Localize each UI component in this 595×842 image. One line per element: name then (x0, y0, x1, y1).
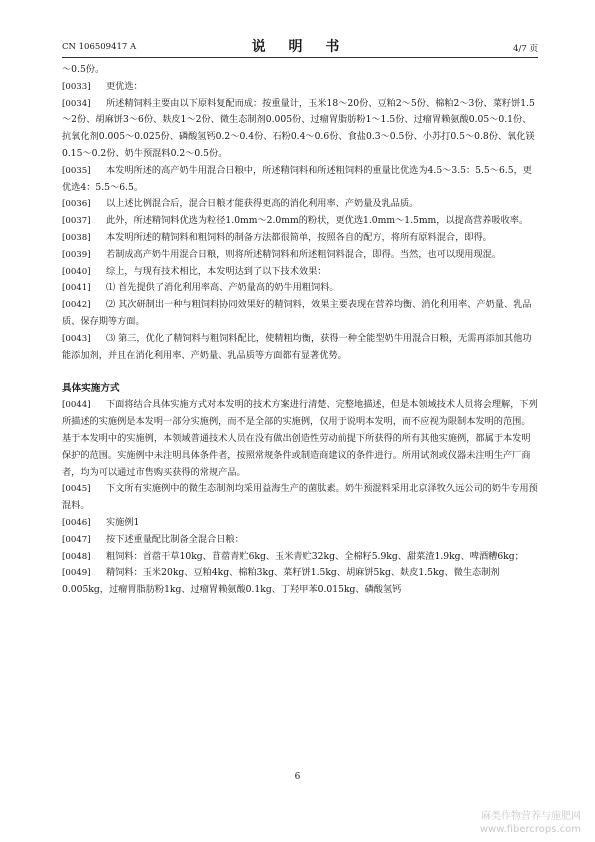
paragraph-text: 精饲料：玉米20kg、豆粕4kg、棉粕3kg、菜籽饼1.5kg、胡麻饼5kg、麸皮1.5kg、微生态制剂0.005kg，过瘤胃脂肪粉1kg、过瘤胃赖氨酸0.1kg、丁羟甲苯0.015kg、磷酸氢钙 (62, 567, 500, 596)
paragraph-number: [0048] (62, 551, 91, 562)
paragraph (62, 230, 538, 247)
paragraph-text: 此外，所述精饲料优选为粒径1.0mm～2.0mm的粉状，更优选1.0mm～1.5mm，以提高营养吸收率。 (106, 215, 529, 227)
paragraph (62, 280, 538, 297)
paragraph (62, 213, 538, 230)
patent-number: CN 106509417 A (62, 42, 137, 52)
paragraph (62, 264, 538, 281)
paragraph (62, 397, 538, 481)
paragraph-number: [0039] (62, 249, 91, 260)
paragraph-number: [0047] (62, 534, 91, 545)
paragraph-text: 下文所有实施例中的微生态制剂均采用益海生产的菌肽素。奶牛预混料采用北京泽牧久远公司的奶牛专用预混料。 (62, 483, 538, 512)
paragraph-text: 本发明所述的高产奶牛用混合日粮中，所述精饲料和所述粗饲料的重量比优选为4.5～3.5：5.5～6.5，更优选4：5.5～6.5。 (62, 164, 532, 193)
paragraph-number: [0042] (62, 300, 91, 311)
paragraph-text: 下面将结合具体实施方式对本发明的技术方案进行清楚、完整地描述，但是本领域技术人员将会理解，下列所描述的实施例是本发明一部分实施例，而不是全部的实施例，仅用于说明本发明，而不应视为限制本发明的范围。基于本发明中的实施例，本领域普通技术人员在没有做出创造性劳动前提下所获得的所有其他实施例，都属于本发明保护的范围。实施例中未注明具体条件者，按照常规条件或制造商建议的条件进行。所用试剂或仪器未注明生产厂商者，均为可以通过市售购买获得的常规产品。 (62, 399, 538, 478)
paragraph-number: [0043] (62, 333, 91, 344)
continued-text: ～0.5份。 (62, 64, 105, 75)
paragraph-text: 若制成高产奶牛用混合日粮，则将所述精饲料和所述粗饲料混合，即得。当然，也可以现用现混。 (106, 248, 502, 260)
paragraph-number: [0041] (62, 283, 91, 294)
paragraph-number: [0040] (62, 266, 91, 277)
paragraph-number: [0046] (62, 517, 91, 528)
paragraph-number: [0034] (62, 98, 91, 109)
paragraph-number: [0033] (62, 81, 91, 92)
paragraph-text: 所述精饲料主要由以下原料复配而成：按重量计，玉米18～20份、豆粕2～5份、棉粕2～3份、菜籽饼1.5～2份、胡麻饼3～6份、麸皮1～2份、微生态制剂0.005份、过瘤胃脂肪粉1～1.5份、过瘤胃赖氨酸0.05～0.1份、抗氧化剂0.005～0.025份、磷酸氢钙0.2～0.4份、石粉0.4～0.6份、食盐0.3～0.5份、小苏打0.5～0.8份、氧化镁0.15～0.2份、奶牛预混料0.2～0.5份。 (62, 97, 535, 159)
paragraph-number: [0044] (62, 400, 91, 411)
paragraph-number: [0036] (62, 199, 91, 210)
paragraph (62, 565, 538, 599)
paragraph (62, 196, 538, 213)
paragraph-text: 综上，与现有技术相比，本发明达到了以下技术效果： (106, 265, 327, 277)
document-body (62, 62, 538, 599)
paragraph-group-1 (62, 79, 538, 365)
watermark-title: 麻类作物营养与施肥网 (481, 811, 581, 822)
paragraph-text: 按下述重量配比制备全混合日粮： (106, 533, 244, 545)
paragraph-number: [0037] (62, 216, 91, 227)
paragraph-number: [0045] (62, 484, 91, 495)
paragraph-text: ⑶ 第三，优化了精饲料与粗饲料配比，使精粗均衡，获得一种全能型奶牛用混合日粮，无需再添加其他功能添加剂，并且在消化利用率、产奶量、乳品质等方面都有显著优势。 (62, 332, 532, 361)
paragraph (62, 331, 538, 365)
paragraph-text: 实施例1 (106, 516, 140, 528)
paragraph-text: 以上述比例混合后，混合日粮才能获得更高的消化利用率、产奶量及乳品质。 (106, 198, 419, 210)
paragraph-text: 粗饲料：首蓿干草10kg、苜蓿青贮6kg、玉米青贮32kg、全棉籽5.9kg、甜菜渣1.9kg、啤酒糟6kg； (106, 550, 524, 562)
paragraph (62, 549, 538, 566)
paragraph-group-2 (62, 397, 538, 599)
paragraph (62, 297, 538, 331)
paragraph-number: [0035] (62, 165, 91, 176)
document-title: 说 明 书 (251, 39, 349, 55)
paragraph (62, 96, 538, 163)
paragraph (62, 532, 538, 549)
paragraph-text: ⑴ 首先提供了消化利用率高、产奶量高的奶牛用粗饲料。 (106, 282, 339, 294)
paragraph (62, 79, 538, 96)
paragraph-text: 更优选： (106, 80, 143, 92)
paragraph (62, 247, 538, 264)
paragraph (62, 515, 538, 532)
page-number: 6 (294, 772, 301, 782)
header-rule (62, 57, 538, 58)
watermark (480, 810, 581, 836)
paragraph-number: [0038] (62, 232, 91, 243)
paragraph-number: [0049] (62, 568, 91, 579)
paragraph (62, 163, 538, 197)
paragraph-text: 本发明所述的精饲料和粗饲料的制备方法都很简单，按照各自的配方，将所有原料混合，即得。 (106, 231, 492, 243)
paragraph (62, 481, 538, 515)
watermark-url: www.fibercrops.com (479, 824, 581, 835)
section-heading: 具体实施方式 (62, 383, 120, 395)
page-header (62, 36, 538, 56)
paragraph-text: ⑵ 其次研制出一种与粗饲料协同效果好的精饲料，效果主要表现在营养均衡、消化利用率、产奶量、乳品质、保存期等方面。 (62, 299, 532, 327)
page-ratio: 4/7 页 (513, 44, 538, 54)
